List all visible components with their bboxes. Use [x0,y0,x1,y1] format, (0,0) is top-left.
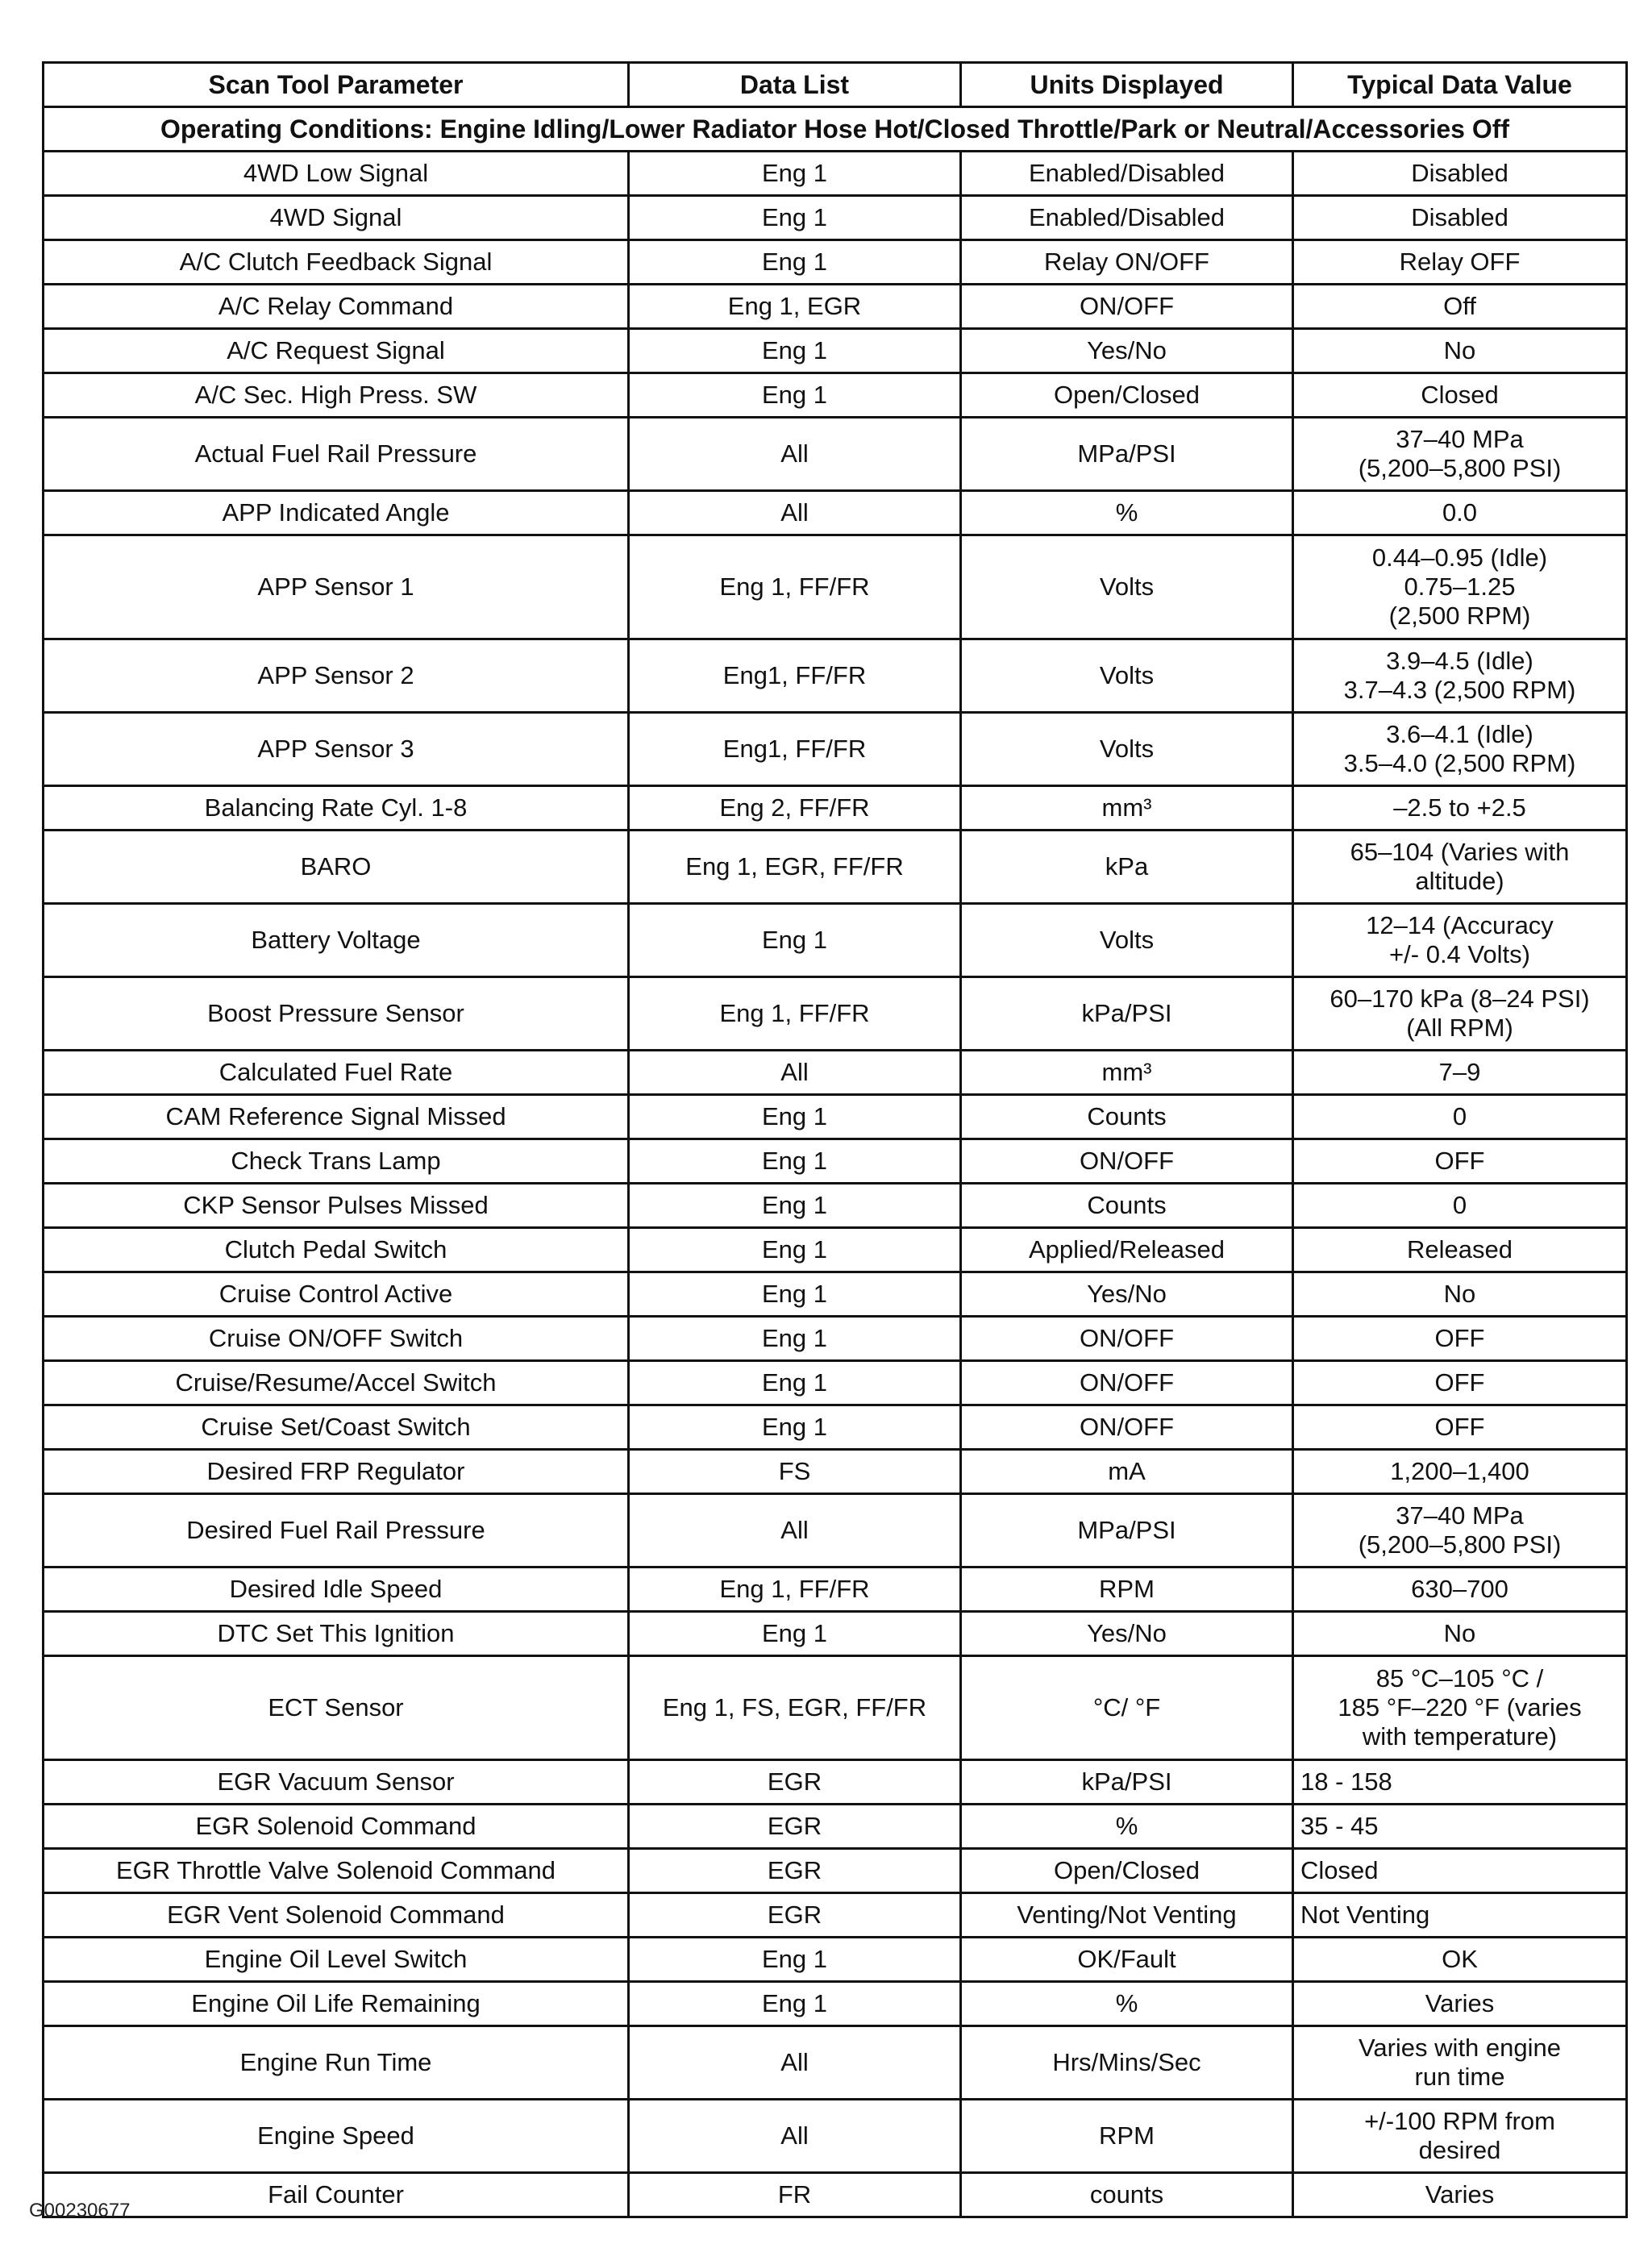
row-data-list: EGR [629,1805,961,1849]
row-parameter: Clutch Pedal Switch [44,1228,629,1272]
row-typical-value: 0.0 [1293,491,1627,535]
row-parameter: EGR Throttle Valve Solenoid Command [44,1849,629,1893]
row-typical-value: Off [1293,285,1627,329]
row-typical-value: Varies [1293,2173,1627,2217]
row-parameter: Desired Idle Speed [44,1567,629,1612]
row-data-list: Eng 1 [629,904,961,977]
table-row [44,1805,1627,1849]
row-parameter: Desired FRP Regulator [44,1450,629,1494]
row-data-list: Eng 1 [629,196,961,240]
row-typical-value: No [1293,329,1627,373]
row-parameter: Cruise/Resume/Accel Switch [44,1361,629,1405]
row-units: % [961,491,1293,535]
row-typical-value: OFF [1293,1405,1627,1450]
row-units: counts [961,2173,1293,2217]
row-parameter: Cruise ON/OFF Switch [44,1317,629,1361]
table-row [44,1051,1627,1095]
row-typical-value: 37–40 MPa (5,200–5,800 PSI) [1293,418,1627,491]
row-parameter: ECT Sensor [44,1656,629,1760]
row-data-list: Eng 1 [629,1938,961,1982]
table-row [44,2026,1627,2100]
row-typical-value: 85 °C–105 °C / 185 °F–220 °F (varies with temperature) [1293,1656,1627,1760]
row-typical-value: 7–9 [1293,1051,1627,1095]
table-row [44,1405,1627,1450]
row-typical-value: 65–104 (Varies with altitude) [1293,831,1627,904]
row-data-list: Eng 1 [629,1272,961,1317]
row-parameter: A/C Request Signal [44,329,629,373]
table-row [44,2100,1627,2173]
table-header-row [44,63,1627,107]
row-units: Hrs/Mins/Sec [961,2026,1293,2100]
table-row [44,418,1627,491]
row-data-list: FR [629,2173,961,2217]
row-data-list: Eng 1 [629,1139,961,1184]
row-typical-value: Not Venting [1293,1893,1627,1938]
row-data-list: Eng 1, FF/FR [629,1567,961,1612]
row-parameter: Engine Speed [44,2100,629,2173]
row-typical-value: Closed [1293,373,1627,418]
row-data-list: Eng 1 [629,240,961,285]
row-data-list: EGR [629,1760,961,1805]
table-row [44,285,1627,329]
row-units: Applied/Released [961,1228,1293,1272]
row-typical-value: 12–14 (Accuracy +/- 0.4 Volts) [1293,904,1627,977]
row-units: kPa/PSI [961,977,1293,1051]
row-units: % [961,1805,1293,1849]
row-parameter: Engine Run Time [44,2026,629,2100]
row-data-list: Eng 1, EGR, FF/FR [629,831,961,904]
row-units: ON/OFF [961,1139,1293,1184]
row-data-list: Eng 1 [629,1405,961,1450]
operating-conditions: Operating Conditions: Engine Idling/Lower Radiator Hose Hot/Closed Throttle/Park or Neutral/Accessories Off [44,107,1627,152]
row-units: ON/OFF [961,1405,1293,1450]
row-data-list: FS [629,1450,961,1494]
row-units: Yes/No [961,329,1293,373]
row-units: Volts [961,535,1293,639]
row-parameter: DTC Set This Ignition [44,1612,629,1656]
table-row [44,1760,1627,1805]
row-parameter: APP Sensor 3 [44,713,629,786]
row-data-list: Eng 1 [629,1982,961,2026]
row-parameter: APP Sensor 1 [44,535,629,639]
row-typical-value: Varies with engine run time [1293,2026,1627,2100]
row-data-list: All [629,418,961,491]
row-typical-value: Relay OFF [1293,240,1627,285]
row-parameter: CKP Sensor Pulses Missed [44,1184,629,1228]
table-row [44,1450,1627,1494]
row-typical-value: Released [1293,1228,1627,1272]
row-units: mA [961,1450,1293,1494]
row-data-list: Eng 1 [629,152,961,196]
row-units: OK/Fault [961,1938,1293,1982]
row-parameter: Check Trans Lamp [44,1139,629,1184]
row-parameter: Engine Oil Life Remaining [44,1982,629,2026]
row-units: Yes/No [961,1612,1293,1656]
row-data-list: Eng 1 [629,1184,961,1228]
table-row [44,1849,1627,1893]
row-units: mm³ [961,1051,1293,1095]
table-row [44,196,1627,240]
row-data-list: Eng1, FF/FR [629,639,961,713]
row-typical-value: Closed [1293,1849,1627,1893]
table-row [44,1361,1627,1405]
row-data-list: Eng 1 [629,1095,961,1139]
table-row [44,831,1627,904]
row-units: kPa [961,831,1293,904]
row-units: RPM [961,2100,1293,2173]
row-units: Yes/No [961,1272,1293,1317]
table-row [44,329,1627,373]
row-data-list: Eng 1, FF/FR [629,977,961,1051]
row-parameter: 4WD Low Signal [44,152,629,196]
table-row [44,240,1627,285]
row-units: % [961,1982,1293,2026]
table-row [44,1494,1627,1567]
row-units: Counts [961,1095,1293,1139]
row-parameter: Cruise Control Active [44,1272,629,1317]
row-typical-value: 3.9–4.5 (Idle) 3.7–4.3 (2,500 RPM) [1293,639,1627,713]
row-units: Open/Closed [961,373,1293,418]
table-row [44,1317,1627,1361]
row-data-list: All [629,491,961,535]
row-parameter: Actual Fuel Rail Pressure [44,418,629,491]
row-units: MPa/PSI [961,1494,1293,1567]
row-units: ON/OFF [961,1361,1293,1405]
table-row [44,373,1627,418]
row-parameter: EGR Vent Solenoid Command [44,1893,629,1938]
row-parameter: Calculated Fuel Rate [44,1051,629,1095]
row-typical-value: No [1293,1272,1627,1317]
table-row [44,1982,1627,2026]
row-data-list: Eng1, FF/FR [629,713,961,786]
row-units: ON/OFF [961,285,1293,329]
row-parameter: A/C Sec. High Press. SW [44,373,629,418]
row-data-list: Eng 1 [629,1361,961,1405]
row-parameter: EGR Vacuum Sensor [44,1760,629,1805]
row-units: Open/Closed [961,1849,1293,1893]
row-units: Volts [961,904,1293,977]
row-parameter: Balancing Rate Cyl. 1-8 [44,786,629,831]
header-units-displayed: Units Displayed [961,63,1293,107]
row-parameter: 4WD Signal [44,196,629,240]
table-row [44,1938,1627,1982]
row-typical-value: No [1293,1612,1627,1656]
row-typical-value: 0.44–0.95 (Idle) 0.75–1.25 (2,500 RPM) [1293,535,1627,639]
row-units: °C/ °F [961,1656,1293,1760]
figure-code: G00230677 [29,2200,131,2221]
row-data-list: Eng 1 [629,329,961,373]
row-units: MPa/PSI [961,418,1293,491]
header-scan-tool-parameter: Scan Tool Parameter [44,63,629,107]
row-parameter: EGR Solenoid Command [44,1805,629,1849]
table-row [44,152,1627,196]
row-units: RPM [961,1567,1293,1612]
row-data-list: Eng 1, FS, EGR, FF/FR [629,1656,961,1760]
row-units: Counts [961,1184,1293,1228]
row-units: Volts [961,713,1293,786]
row-data-list: EGR [629,1849,961,1893]
row-data-list: Eng 1 [629,1317,961,1361]
table-row [44,1656,1627,1760]
row-data-list: Eng 1 [629,373,961,418]
table-row [44,786,1627,831]
row-data-list: All [629,1051,961,1095]
row-units: Enabled/Disabled [961,152,1293,196]
row-parameter: APP Indicated Angle [44,491,629,535]
table-row [44,1228,1627,1272]
table-row [44,2173,1627,2217]
row-units: Volts [961,639,1293,713]
table-row [44,535,1627,639]
row-parameter: Cruise Set/Coast Switch [44,1405,629,1450]
row-units: Relay ON/OFF [961,240,1293,285]
row-typical-value: OFF [1293,1139,1627,1184]
row-typical-value: 3.6–4.1 (Idle) 3.5–4.0 (2,500 RPM) [1293,713,1627,786]
row-parameter: Boost Pressure Sensor [44,977,629,1051]
row-units: mm³ [961,786,1293,831]
row-typical-value: 630–700 [1293,1567,1627,1612]
row-parameter: CAM Reference Signal Missed [44,1095,629,1139]
row-units: ON/OFF [961,1317,1293,1361]
row-typical-value: OFF [1293,1361,1627,1405]
table-row [44,1567,1627,1612]
table-body [44,107,1627,2217]
row-typical-value: OK [1293,1938,1627,1982]
row-typical-value: Disabled [1293,152,1627,196]
row-typical-value: 0 [1293,1184,1627,1228]
scan-tool-data-table [42,61,1628,2218]
row-data-list: All [629,2100,961,2173]
table-row [44,1612,1627,1656]
row-typical-value: 37–40 MPa (5,200–5,800 PSI) [1293,1494,1627,1567]
row-parameter: APP Sensor 2 [44,639,629,713]
table-row [44,639,1627,713]
row-parameter: A/C Clutch Feedback Signal [44,240,629,285]
row-units: Venting/Not Venting [961,1893,1293,1938]
row-typical-value: –2.5 to +2.5 [1293,786,1627,831]
row-typical-value: 1,200–1,400 [1293,1450,1627,1494]
row-typical-value: 0 [1293,1095,1627,1139]
row-typical-value: 35 - 45 [1293,1805,1627,1849]
row-data-list: All [629,1494,961,1567]
row-typical-value: Disabled [1293,196,1627,240]
row-data-list: All [629,2026,961,2100]
row-data-list: Eng 1 [629,1612,961,1656]
row-data-list: Eng 1, FF/FR [629,535,961,639]
row-parameter: Engine Oil Level Switch [44,1938,629,1982]
row-units: kPa/PSI [961,1760,1293,1805]
row-typical-value: 18 - 158 [1293,1760,1627,1805]
row-data-list: Eng 1, EGR [629,285,961,329]
row-typical-value: Varies [1293,1982,1627,2026]
table-row [44,1095,1627,1139]
row-typical-value: 60–170 kPa (8–24 PSI) (All RPM) [1293,977,1627,1051]
operating-conditions-row [44,107,1627,152]
row-typical-value: OFF [1293,1317,1627,1361]
row-units: Enabled/Disabled [961,196,1293,240]
row-parameter: Desired Fuel Rail Pressure [44,1494,629,1567]
row-data-list: EGR [629,1893,961,1938]
row-typical-value: +/-100 RPM from desired [1293,2100,1627,2173]
row-parameter: Fail Counter [44,2173,629,2217]
table-row [44,977,1627,1051]
table-row [44,1893,1627,1938]
row-data-list: Eng 1 [629,1228,961,1272]
header-typical-data-value: Typical Data Value [1293,63,1627,107]
table-row [44,904,1627,977]
row-data-list: Eng 2, FF/FR [629,786,961,831]
header-data-list: Data List [629,63,961,107]
table-row [44,713,1627,786]
table-row [44,1272,1627,1317]
table-row [44,1139,1627,1184]
row-parameter: BARO [44,831,629,904]
row-parameter: Battery Voltage [44,904,629,977]
row-parameter: A/C Relay Command [44,285,629,329]
table-row [44,1184,1627,1228]
table-row [44,491,1627,535]
